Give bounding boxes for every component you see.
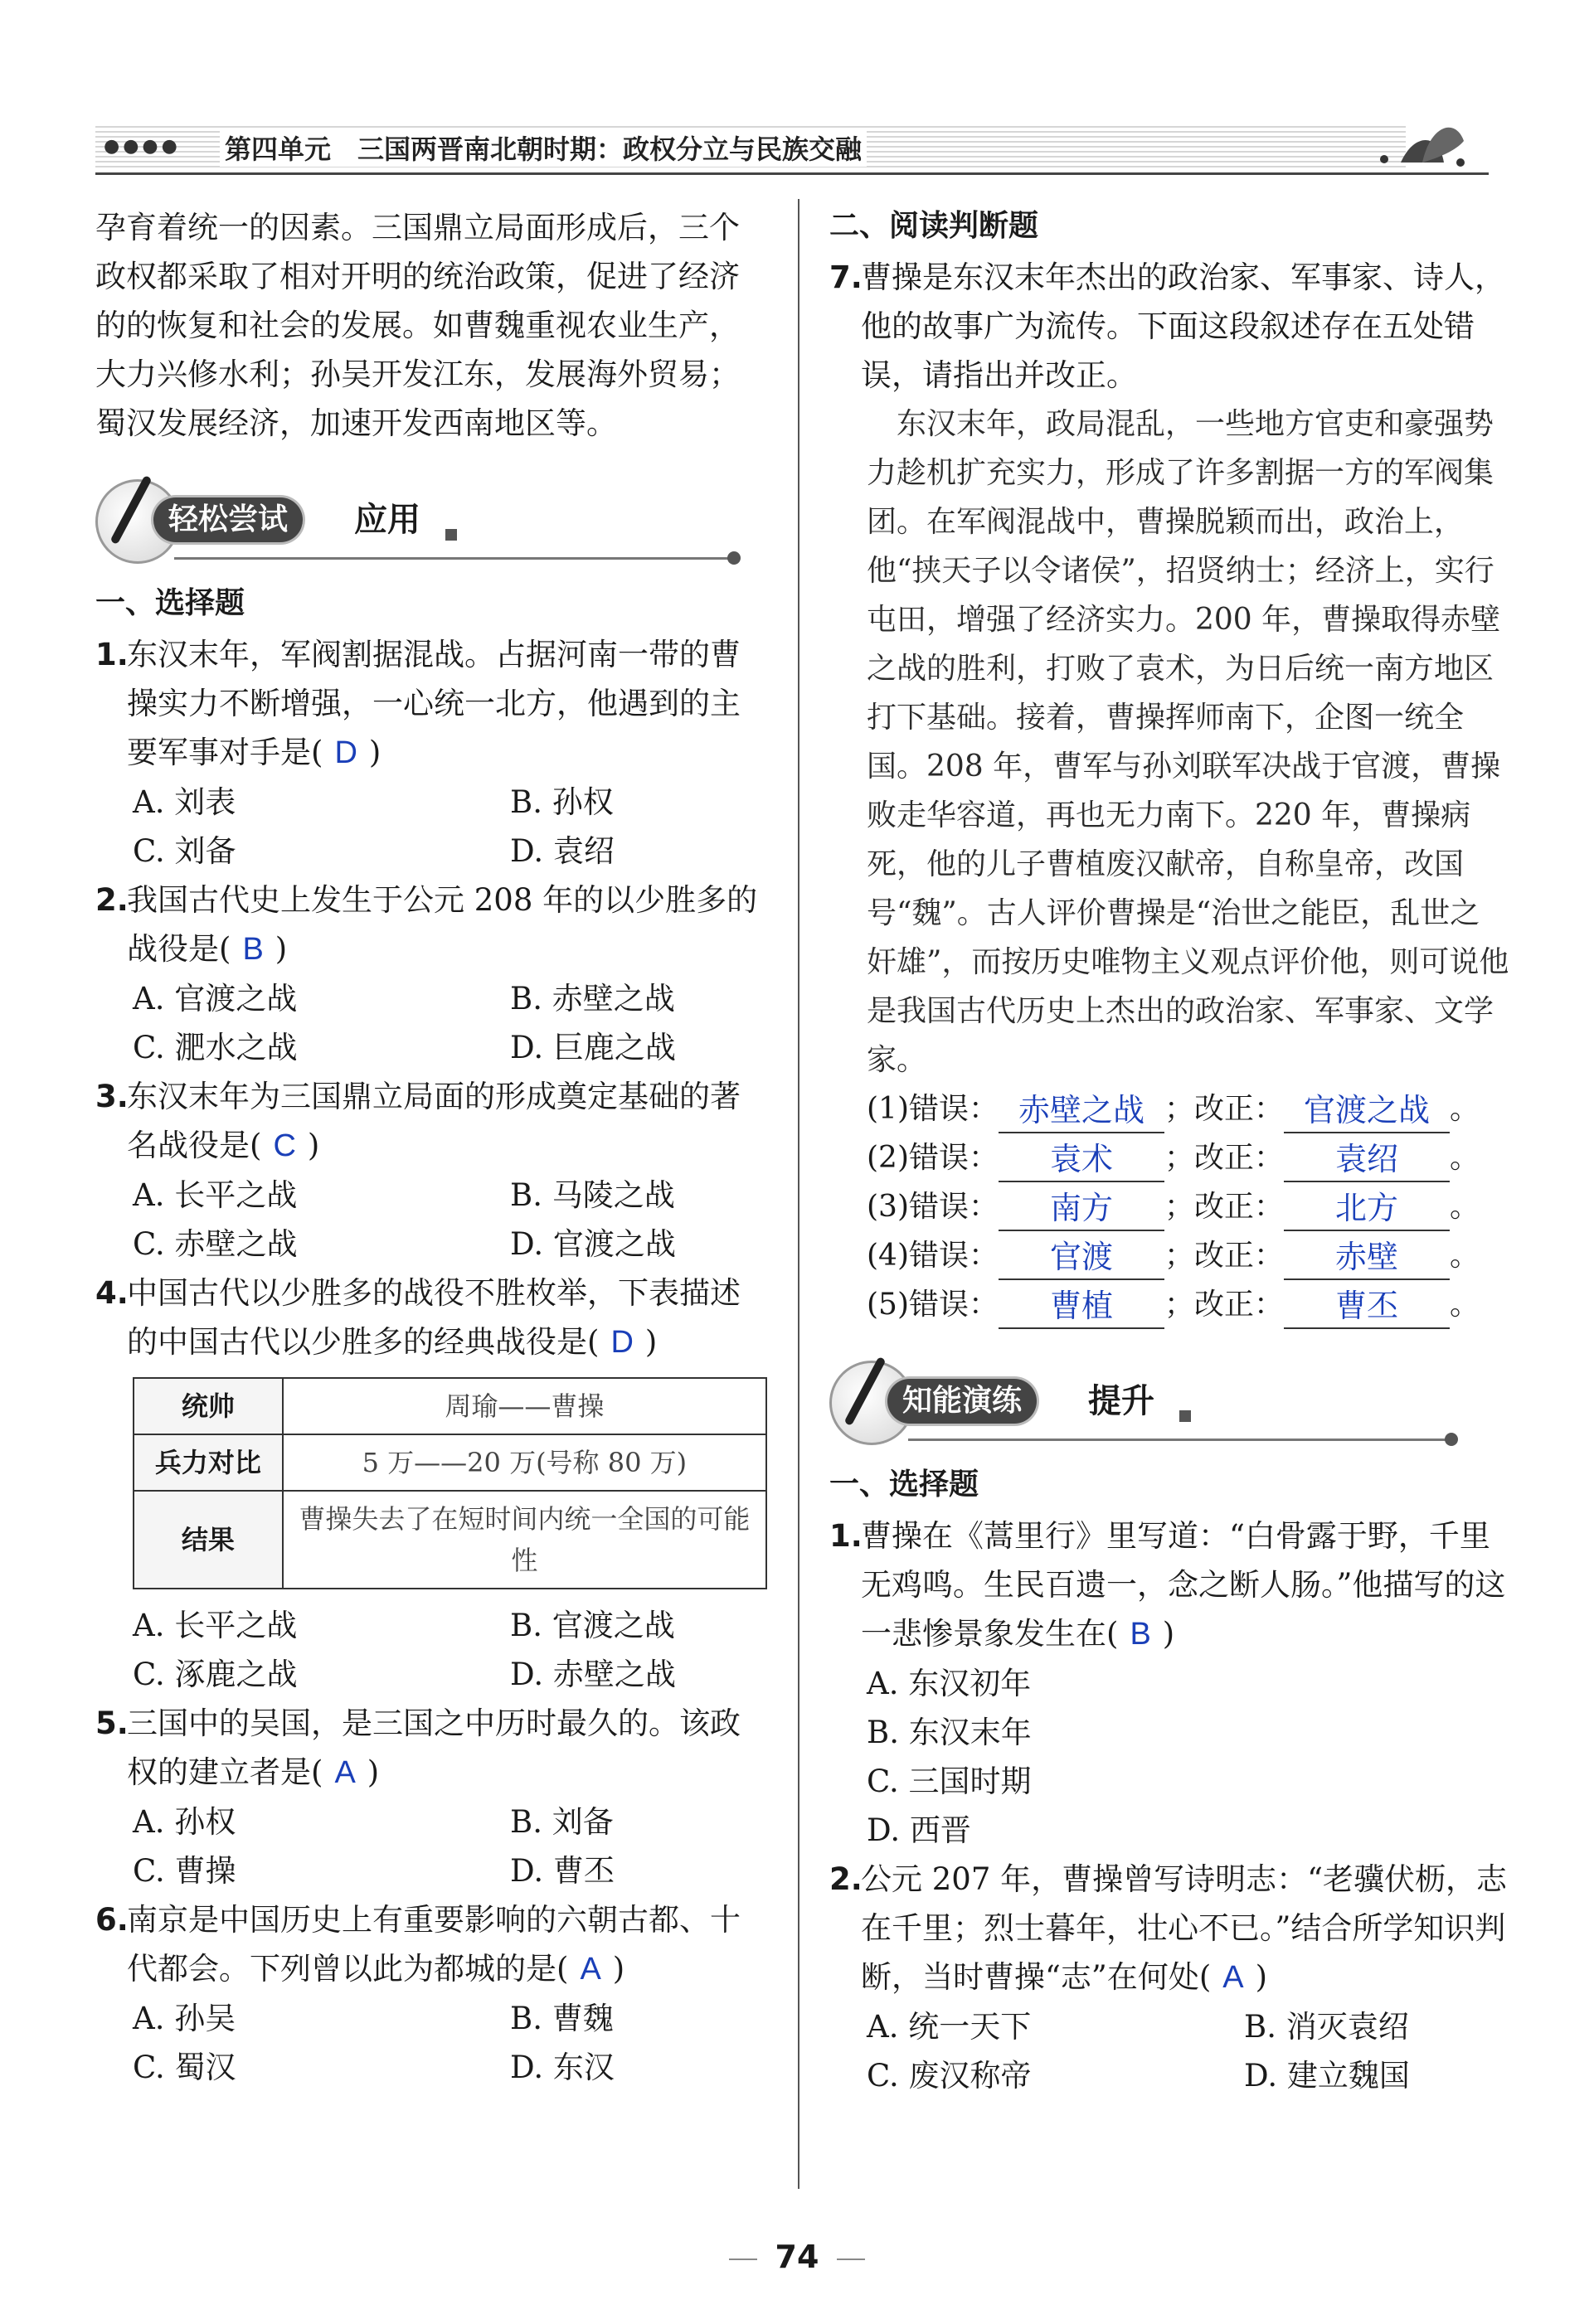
option-c: C. 刘备 [133, 833, 236, 869]
page-number: 74 [0, 2239, 1594, 2275]
option-a: A. 统一天下 [867, 2009, 1032, 2045]
question-3 [95, 1072, 767, 1269]
table-row [134, 1378, 766, 1434]
fix-blank: 北方 [1284, 1188, 1450, 1231]
banner-square-icon [1179, 1410, 1191, 1422]
section-heading-reading: 二、阅读判断题 [829, 209, 1039, 243]
option-b: B. 赤壁之战 [510, 981, 675, 1016]
option-b: B. 刘备 [510, 1804, 614, 1840]
left-column [95, 203, 767, 2092]
fix-blank: 曹丕 [1284, 1286, 1450, 1329]
header-rule [95, 172, 1489, 175]
answer: D [610, 1325, 634, 1360]
fix-blank: 官渡之战 [1284, 1090, 1450, 1133]
option-d: D. 东汉 [510, 2050, 615, 2085]
correction-row: (4) 错误： 官渡 ；改正： 赤壁 。 [829, 1231, 1509, 1280]
question-2 [95, 876, 767, 1072]
error-blank: 曹植 [999, 1286, 1164, 1329]
question-6 [95, 1895, 767, 2092]
table-row [134, 1434, 766, 1491]
question-text: 南京是中国历史上有重要影响的六朝古都、十代都会。下列曾以此为都城的是( A ) [127, 1902, 741, 1987]
option-c: C. 蜀汉 [133, 2050, 236, 2085]
answer: A [580, 1952, 601, 1987]
question-number: 1. [95, 637, 129, 672]
answer: A [1222, 1960, 1244, 1995]
option-c: C. 淝水之战 [133, 1030, 298, 1065]
option-b: B. 消灭袁绍 [1244, 2009, 1409, 2045]
question-r2 [829, 1855, 1509, 2100]
question-number: 2. [829, 1861, 863, 1897]
option-b: B. 马陵之战 [510, 1177, 675, 1213]
question-number: 1. [829, 1518, 863, 1554]
option-c: C. 曹操 [133, 1853, 236, 1889]
banner-pill: 知能演练 [887, 1379, 1037, 1424]
error-blank: 官渡 [999, 1237, 1164, 1280]
section-banner-apply [95, 464, 767, 572]
intro-paragraph: 孕育着统一的因素。三国鼎立局面形成后，三个政权都采取了相对开明的统治政策，促进了经济的的恢复和社会的发展。如曹魏重视农业生产，大力兴修水利；孙吴开发江东，发展海外贸易；蜀汉发展经济，加速开发西南地区等。 [95, 210, 740, 441]
option-a: A. 东汉初年 [867, 1666, 1032, 1701]
page-dash-left [729, 2259, 757, 2260]
option-c: C. 三国时期 [867, 1764, 1032, 1799]
banner-word: 提升 [1088, 1382, 1154, 1420]
answer: A [334, 1755, 356, 1790]
table-cell: 曹操失去了在短时间内统一全国的可能性 [283, 1491, 766, 1589]
options [95, 1798, 767, 1895]
options [95, 974, 767, 1072]
unit-title: 第四单元 三国两晋南北朝时期：政权分立与民族交融 [220, 129, 867, 167]
correction-row: (1) 错误： 赤壁之战 ；改正： 官渡之战 。 [829, 1084, 1509, 1133]
option-d: D. 西晋 [867, 1812, 971, 1848]
option-b: B. 孙权 [510, 784, 614, 820]
fix-blank: 袁绍 [1284, 1139, 1450, 1182]
question-text: 曹操在《蒿里行》里写道：“白骨露于野，千里无鸡鸣。生民百遗一，念之断人肠。”他描写的这一悲惨景象发生在( B ) [861, 1518, 1506, 1652]
question-number: 7. [829, 260, 863, 295]
banner-pill: 轻松尝试 [153, 497, 303, 542]
option-a: A. 孙吴 [133, 2001, 236, 2036]
options [95, 778, 767, 876]
question-5 [95, 1699, 767, 1895]
option-c: C. 废汉称帝 [867, 2058, 1032, 2094]
battle-table [133, 1377, 767, 1589]
option-d: D. 建立魏国 [1244, 2058, 1410, 2094]
option-b: B. 曹魏 [510, 2001, 614, 2036]
option-d: D. 赤壁之战 [510, 1657, 676, 1692]
option-d: D. 袁绍 [510, 833, 615, 869]
correction-row: (3) 错误： 南方 ；改正： 北方 。 [829, 1182, 1509, 1231]
question-number: 4. [95, 1275, 129, 1311]
option-c: C. 赤壁之战 [133, 1226, 298, 1262]
question-7 [829, 253, 1509, 1329]
table-header-cell: 兵力对比 [134, 1434, 283, 1491]
table-header-cell: 结果 [134, 1491, 283, 1589]
question-number: 5. [95, 1705, 129, 1741]
option-d: D. 官渡之战 [510, 1226, 676, 1262]
option-c: C. 涿鹿之战 [133, 1657, 298, 1692]
option-d: D. 巨鹿之战 [510, 1030, 676, 1065]
page-dash-right [837, 2259, 865, 2260]
page-header [95, 108, 1489, 178]
table-row [134, 1491, 766, 1589]
question-text: 三国中的吴国，是三国之中历时最久的。该政权的建立者是( A ) [127, 1705, 741, 1790]
answer: C [273, 1128, 296, 1163]
banner-underline [908, 1439, 1447, 1441]
section-heading-choice: 一、选择题 [829, 1468, 979, 1502]
banner-square-icon [445, 529, 457, 541]
question-text: 我国古代史上发生于公元 208 年的以少胜多的战役是( B ) [127, 882, 758, 967]
options [829, 1659, 1509, 1855]
table-cell: 5 万——20 万(号称 80 万) [283, 1434, 766, 1491]
correction-list [829, 1084, 1509, 1329]
options [95, 1171, 767, 1269]
header-dots: ●●●● [104, 136, 181, 157]
question-text: 曹操是东汉末年杰出的政治家、军事家、诗人，他的故事广为流传。下面这段叙述存在五处错误，请指出并改正。 [861, 260, 1505, 393]
table-header-cell: 统帅 [134, 1378, 283, 1434]
question-r1 [829, 1511, 1509, 1855]
question-number: 2. [95, 882, 129, 918]
section-heading-choice: 一、选择题 [95, 586, 245, 620]
answer: B [242, 932, 264, 967]
option-a: A. 孙权 [133, 1804, 236, 1840]
question-1 [95, 630, 767, 876]
banner-word: 应用 [354, 501, 420, 539]
section-banner-improve [829, 1346, 1509, 1453]
question-text: 东汉末年为三国鼎立局面的形成奠定基础的著名战役是( C ) [127, 1079, 741, 1163]
banner-dot-icon [1445, 1433, 1458, 1446]
option-a: A. 官渡之战 [133, 981, 298, 1016]
options [95, 1601, 767, 1699]
options [829, 2002, 1509, 2100]
option-a: A. 长平之战 [133, 1177, 298, 1213]
error-blank: 赤壁之战 [999, 1090, 1164, 1133]
answer: B [1130, 1617, 1151, 1652]
question-text: 东汉末年，军阀割据混战。占据河南一带的曹操实力不断增强，一心统一北方，他遇到的主要军事对手是( D ) [127, 637, 741, 770]
right-column [829, 203, 1509, 2100]
question-text: 中国古代以少胜多的战役不胜枚举，下表描述的中国古代以少胜多的经典战役是( D ) [127, 1275, 741, 1360]
option-b: B. 东汉末年 [867, 1715, 1032, 1750]
error-blank: 南方 [999, 1188, 1164, 1231]
question-number: 6. [95, 1902, 129, 1938]
banner-underline [174, 557, 730, 560]
correction-row: (5) 错误： 曹植 ；改正： 曹丕 。 [829, 1280, 1509, 1329]
option-b: B. 官渡之战 [510, 1608, 675, 1643]
options [95, 1994, 767, 2092]
answer: D [334, 735, 357, 770]
fix-blank: 赤壁 [1284, 1237, 1450, 1280]
leaf-ornament-icon [1373, 108, 1472, 174]
option-a: A. 刘表 [133, 784, 236, 820]
option-a: A. 长平之战 [133, 1608, 298, 1643]
correction-row: (2) 错误： 袁术 ；改正： 袁绍 。 [829, 1133, 1509, 1182]
reading-passage: 东汉末年，政局混乱，一些地方官吏和豪强势力趁机扩充实力，形成了许多割据一方的军阀集团。在军阀混战中，曹操脱颖而出，政治上，他“挟天子以令诸侯”，招贤纳士；经济上，实行屯田，增强了经济实力。200 年，曹操取得赤壁之战的胜利，打败了袁术，为日后统一南方地区打下基础。接着，曹操挥师南下，企图一统全国。208 年，曹军与孙刘联军决战于官渡，曹操败走华容道，再也无力南下。220 年，曹操病死，他的儿子曹植废汉献帝，自称皇帝，改国号“魏”。古人评价曹操是“治世之能臣，乱世之奸雄”，而按历史唯物主义观点评价他，则可说他是我国古代历史上杰出的政治家、军事家、文学家。 [867, 407, 1509, 1077]
question-text: 公元 207 年，曹操曾写诗明志：“老骥伏枥，志在千里；烈士暮年，壮心不已。”结合所学知识判断，当时曹操“志”在何处( A ) [861, 1861, 1508, 1995]
error-blank: 袁术 [999, 1139, 1164, 1182]
question-4 [95, 1269, 767, 1699]
banner-dot-icon [727, 551, 741, 565]
option-d: D. 曹丕 [510, 1853, 615, 1889]
question-number: 3. [95, 1079, 129, 1114]
table-cell: 周瑜——曹操 [283, 1378, 766, 1434]
